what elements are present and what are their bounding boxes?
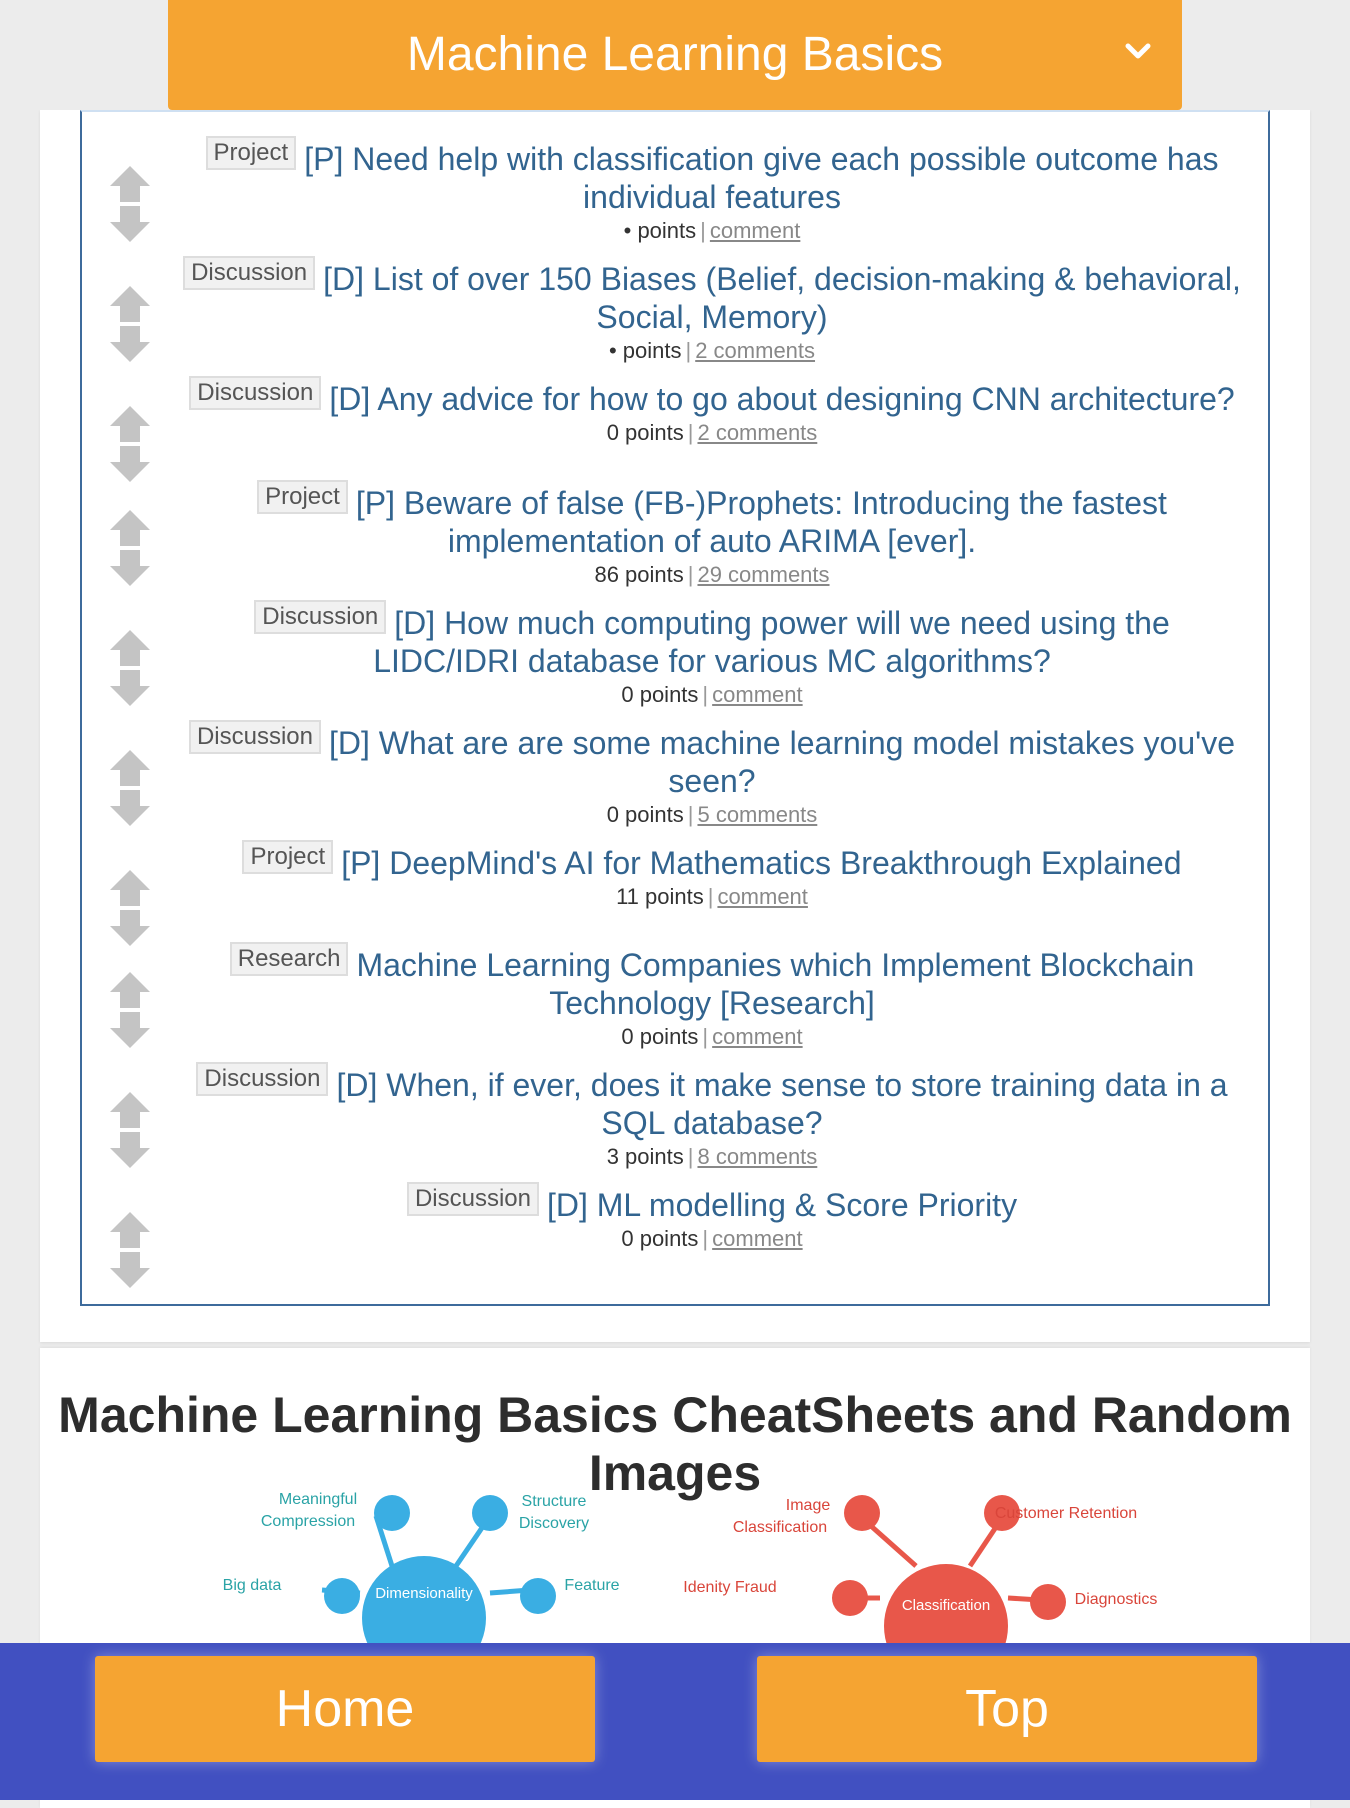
top-button-label: Top: [965, 1680, 1049, 1738]
post-meta: [177, 1144, 1247, 1170]
post-title-link[interactable]: [D] What are are some machine learning model mistakes you've seen?: [328, 725, 1236, 799]
upvote-arrow-icon[interactable]: [108, 970, 152, 1010]
post-meta: [177, 802, 1247, 828]
post-meta: [177, 682, 1247, 708]
post-comments-link[interactable]: comment: [712, 1226, 803, 1251]
post-title-line: [177, 260, 1247, 336]
chevron-down-icon: [1118, 0, 1158, 110]
post-meta: [177, 420, 1247, 446]
post-meta: [177, 1024, 1247, 1050]
upvote-arrow-icon[interactable]: [108, 404, 152, 444]
post-flair-tag[interactable]: Project: [206, 136, 297, 170]
diagram-right-label-3: Customer Retention: [994, 1505, 1138, 1522]
post-title-link[interactable]: Machine Learning Companies which Implement Blockchain Technology [Research]: [356, 947, 1195, 1021]
meta-separator: |: [685, 338, 692, 363]
post-flair-tag[interactable]: Project: [257, 480, 348, 514]
post-title-line: [177, 140, 1247, 216]
post-content: [177, 380, 1247, 446]
post-meta: [177, 218, 1247, 244]
upvote-arrow-icon[interactable]: [108, 508, 152, 548]
vote-controls: [108, 404, 152, 484]
home-button[interactable]: [95, 1656, 595, 1762]
upvote-arrow-icon[interactable]: [108, 868, 152, 908]
post-flair-tag[interactable]: Discussion: [196, 1062, 328, 1096]
vote-controls: [108, 970, 152, 1050]
bottom-nav-bar: [0, 1643, 1350, 1800]
post-comments-link[interactable]: 5 comments: [697, 802, 818, 827]
post-title-link[interactable]: [D] List of over 150 Biases (Belief, decision-making & behavioral, Social, Memory): [323, 261, 1241, 335]
diagram-left-label-6: Dimensionality: [375, 1585, 473, 1602]
post-points: 3 points: [606, 1144, 684, 1169]
post-comments-link[interactable]: 2 comments: [697, 420, 818, 445]
post-comments-link[interactable]: comment: [712, 1024, 803, 1049]
post-content: [177, 260, 1247, 364]
meta-separator: |: [702, 1024, 709, 1049]
post-title-link[interactable]: [P] DeepMind's AI for Mathematics Breakthrough Explained: [341, 845, 1182, 881]
post-content: [177, 724, 1247, 828]
vote-controls: [108, 1090, 152, 1170]
post-title-link[interactable]: [P] Beware of false (FB-)Prophets: Introducing the fastest implementation of auto ARIMA [ever].: [355, 485, 1167, 559]
post-comments-link[interactable]: comment: [717, 884, 808, 909]
post-points: 11 points: [616, 884, 704, 909]
post-content: [177, 844, 1247, 910]
post-flair-tag[interactable]: Discussion: [254, 600, 386, 634]
post-comments-link[interactable]: comment: [709, 218, 801, 243]
post-points: 0 points: [621, 1024, 699, 1049]
meta-separator: |: [702, 682, 709, 707]
diagram-right-label-1: Image: [785, 1497, 831, 1514]
post-title-link[interactable]: [P] Need help with classification give each possible outcome has individual features: [304, 141, 1219, 215]
category-select[interactable]: [168, 0, 1182, 110]
vote-controls: [108, 748, 152, 828]
post-title-line: [177, 724, 1247, 800]
vote-controls: [108, 508, 152, 588]
vote-controls: [108, 868, 152, 948]
diagram-right-label-6: Diagnostics: [1074, 1591, 1158, 1608]
post-content: [177, 484, 1247, 588]
post-flair-tag[interactable]: Research: [230, 942, 349, 976]
post-points: • points: [623, 218, 697, 243]
diagram-left-label-4: Discovery: [518, 1515, 590, 1532]
upvote-arrow-icon[interactable]: [108, 164, 152, 204]
diagram-right-label-4: Idenity Fraud: [683, 1579, 777, 1596]
diagram-left-label-7: Feature: [564, 1577, 620, 1594]
post-flair-tag[interactable]: Discussion: [407, 1182, 539, 1216]
meta-separator: |: [700, 218, 706, 243]
downvote-arrow-icon[interactable]: [108, 1010, 152, 1050]
post-meta: [177, 884, 1247, 910]
diagram-right-label-5: Classification: [901, 1597, 991, 1614]
meta-separator: |: [687, 802, 694, 827]
diagram-left-label-1: Meaningful: [278, 1491, 358, 1508]
post-comments-link[interactable]: comment: [712, 682, 803, 707]
post-points: 0 points: [606, 420, 684, 445]
vote-controls: [108, 164, 152, 244]
post-title-link[interactable]: [D] How much computing power will we need using the LIDC/IDRI database for various MC algorithms?: [373, 605, 1170, 679]
post-comments-link[interactable]: 2 comments: [695, 338, 816, 363]
upvote-arrow-icon[interactable]: [108, 628, 152, 668]
post-title-line: [177, 484, 1247, 560]
post-title-link[interactable]: [D] Any advice for how to go about designing CNN architecture?: [329, 381, 1235, 417]
meta-separator: |: [702, 1226, 709, 1251]
post-title-link[interactable]: [D] When, if ever, does it make sense to store training data in a SQL database?: [336, 1067, 1228, 1141]
post-points: 0 points: [621, 1226, 699, 1251]
meta-separator: |: [707, 884, 714, 909]
post-points: 0 points: [621, 682, 699, 707]
downvote-arrow-icon[interactable]: [108, 204, 152, 244]
downvote-arrow-icon[interactable]: [108, 668, 152, 708]
downvote-arrow-icon[interactable]: [108, 444, 152, 484]
cheatsheets-heading: Machine Learning Basics CheatSheets and Random Images: [58, 1387, 1292, 1501]
diagram-left-label-5: Big data: [222, 1577, 282, 1594]
downvote-arrow-icon[interactable]: [108, 1130, 152, 1170]
post-title-line: [177, 380, 1247, 418]
post-title-line: [177, 604, 1247, 680]
post-flair-tag[interactable]: Discussion: [189, 720, 321, 754]
post-title-line: [177, 946, 1247, 1022]
post-title-link[interactable]: [D] ML modelling & Score Priority: [546, 1187, 1018, 1223]
post-points: 86 points: [594, 562, 684, 587]
post-list: [80, 110, 1270, 1306]
diagram-right-label-2: Classification: [732, 1519, 828, 1536]
meta-separator: |: [687, 1144, 694, 1169]
post-content: [177, 1186, 1247, 1252]
post-meta: [177, 562, 1247, 588]
meta-separator: |: [687, 420, 694, 445]
post-flair-tag[interactable]: Project: [242, 840, 333, 874]
post-title-line: [177, 844, 1247, 882]
top-bar: [0, 0, 1350, 110]
post-points: • points: [608, 338, 682, 363]
post-content: [177, 140, 1247, 244]
diagram-left-label-3: Structure: [521, 1493, 587, 1510]
post-content: [177, 604, 1247, 708]
post-title-line: [177, 1186, 1247, 1224]
post-points: 0 points: [606, 802, 684, 827]
home-button-label: Home: [275, 1680, 415, 1738]
post-content: [177, 946, 1247, 1050]
diagram-left-label-2: Compression: [260, 1513, 356, 1530]
post-comments-link[interactable]: 29 comments: [697, 562, 830, 587]
category-select-label: Machine Learning Basics: [406, 28, 944, 81]
downvote-arrow-icon[interactable]: [108, 908, 152, 948]
downvote-arrow-icon[interactable]: [108, 548, 152, 588]
upvote-arrow-icon[interactable]: [108, 1210, 152, 1250]
upvote-arrow-icon[interactable]: [108, 1090, 152, 1130]
vote-controls: [108, 1210, 152, 1290]
top-button[interactable]: [757, 1656, 1257, 1762]
post-meta: [177, 1226, 1247, 1252]
meta-separator: |: [687, 562, 694, 587]
upvote-arrow-icon[interactable]: [108, 748, 152, 788]
downvote-arrow-icon[interactable]: [108, 1250, 152, 1290]
downvote-arrow-icon[interactable]: [108, 788, 152, 828]
post-flair-tag[interactable]: Discussion: [189, 376, 321, 410]
post-meta: [177, 338, 1247, 364]
upvote-arrow-icon[interactable]: [108, 284, 152, 324]
vote-controls: [108, 284, 152, 364]
downvote-arrow-icon[interactable]: [108, 324, 152, 364]
post-content: [177, 1066, 1247, 1170]
vote-controls: [108, 628, 152, 708]
post-flair-tag[interactable]: Discussion: [183, 256, 315, 290]
post-comments-link[interactable]: 8 comments: [697, 1144, 818, 1169]
post-title-line: [177, 1066, 1247, 1142]
